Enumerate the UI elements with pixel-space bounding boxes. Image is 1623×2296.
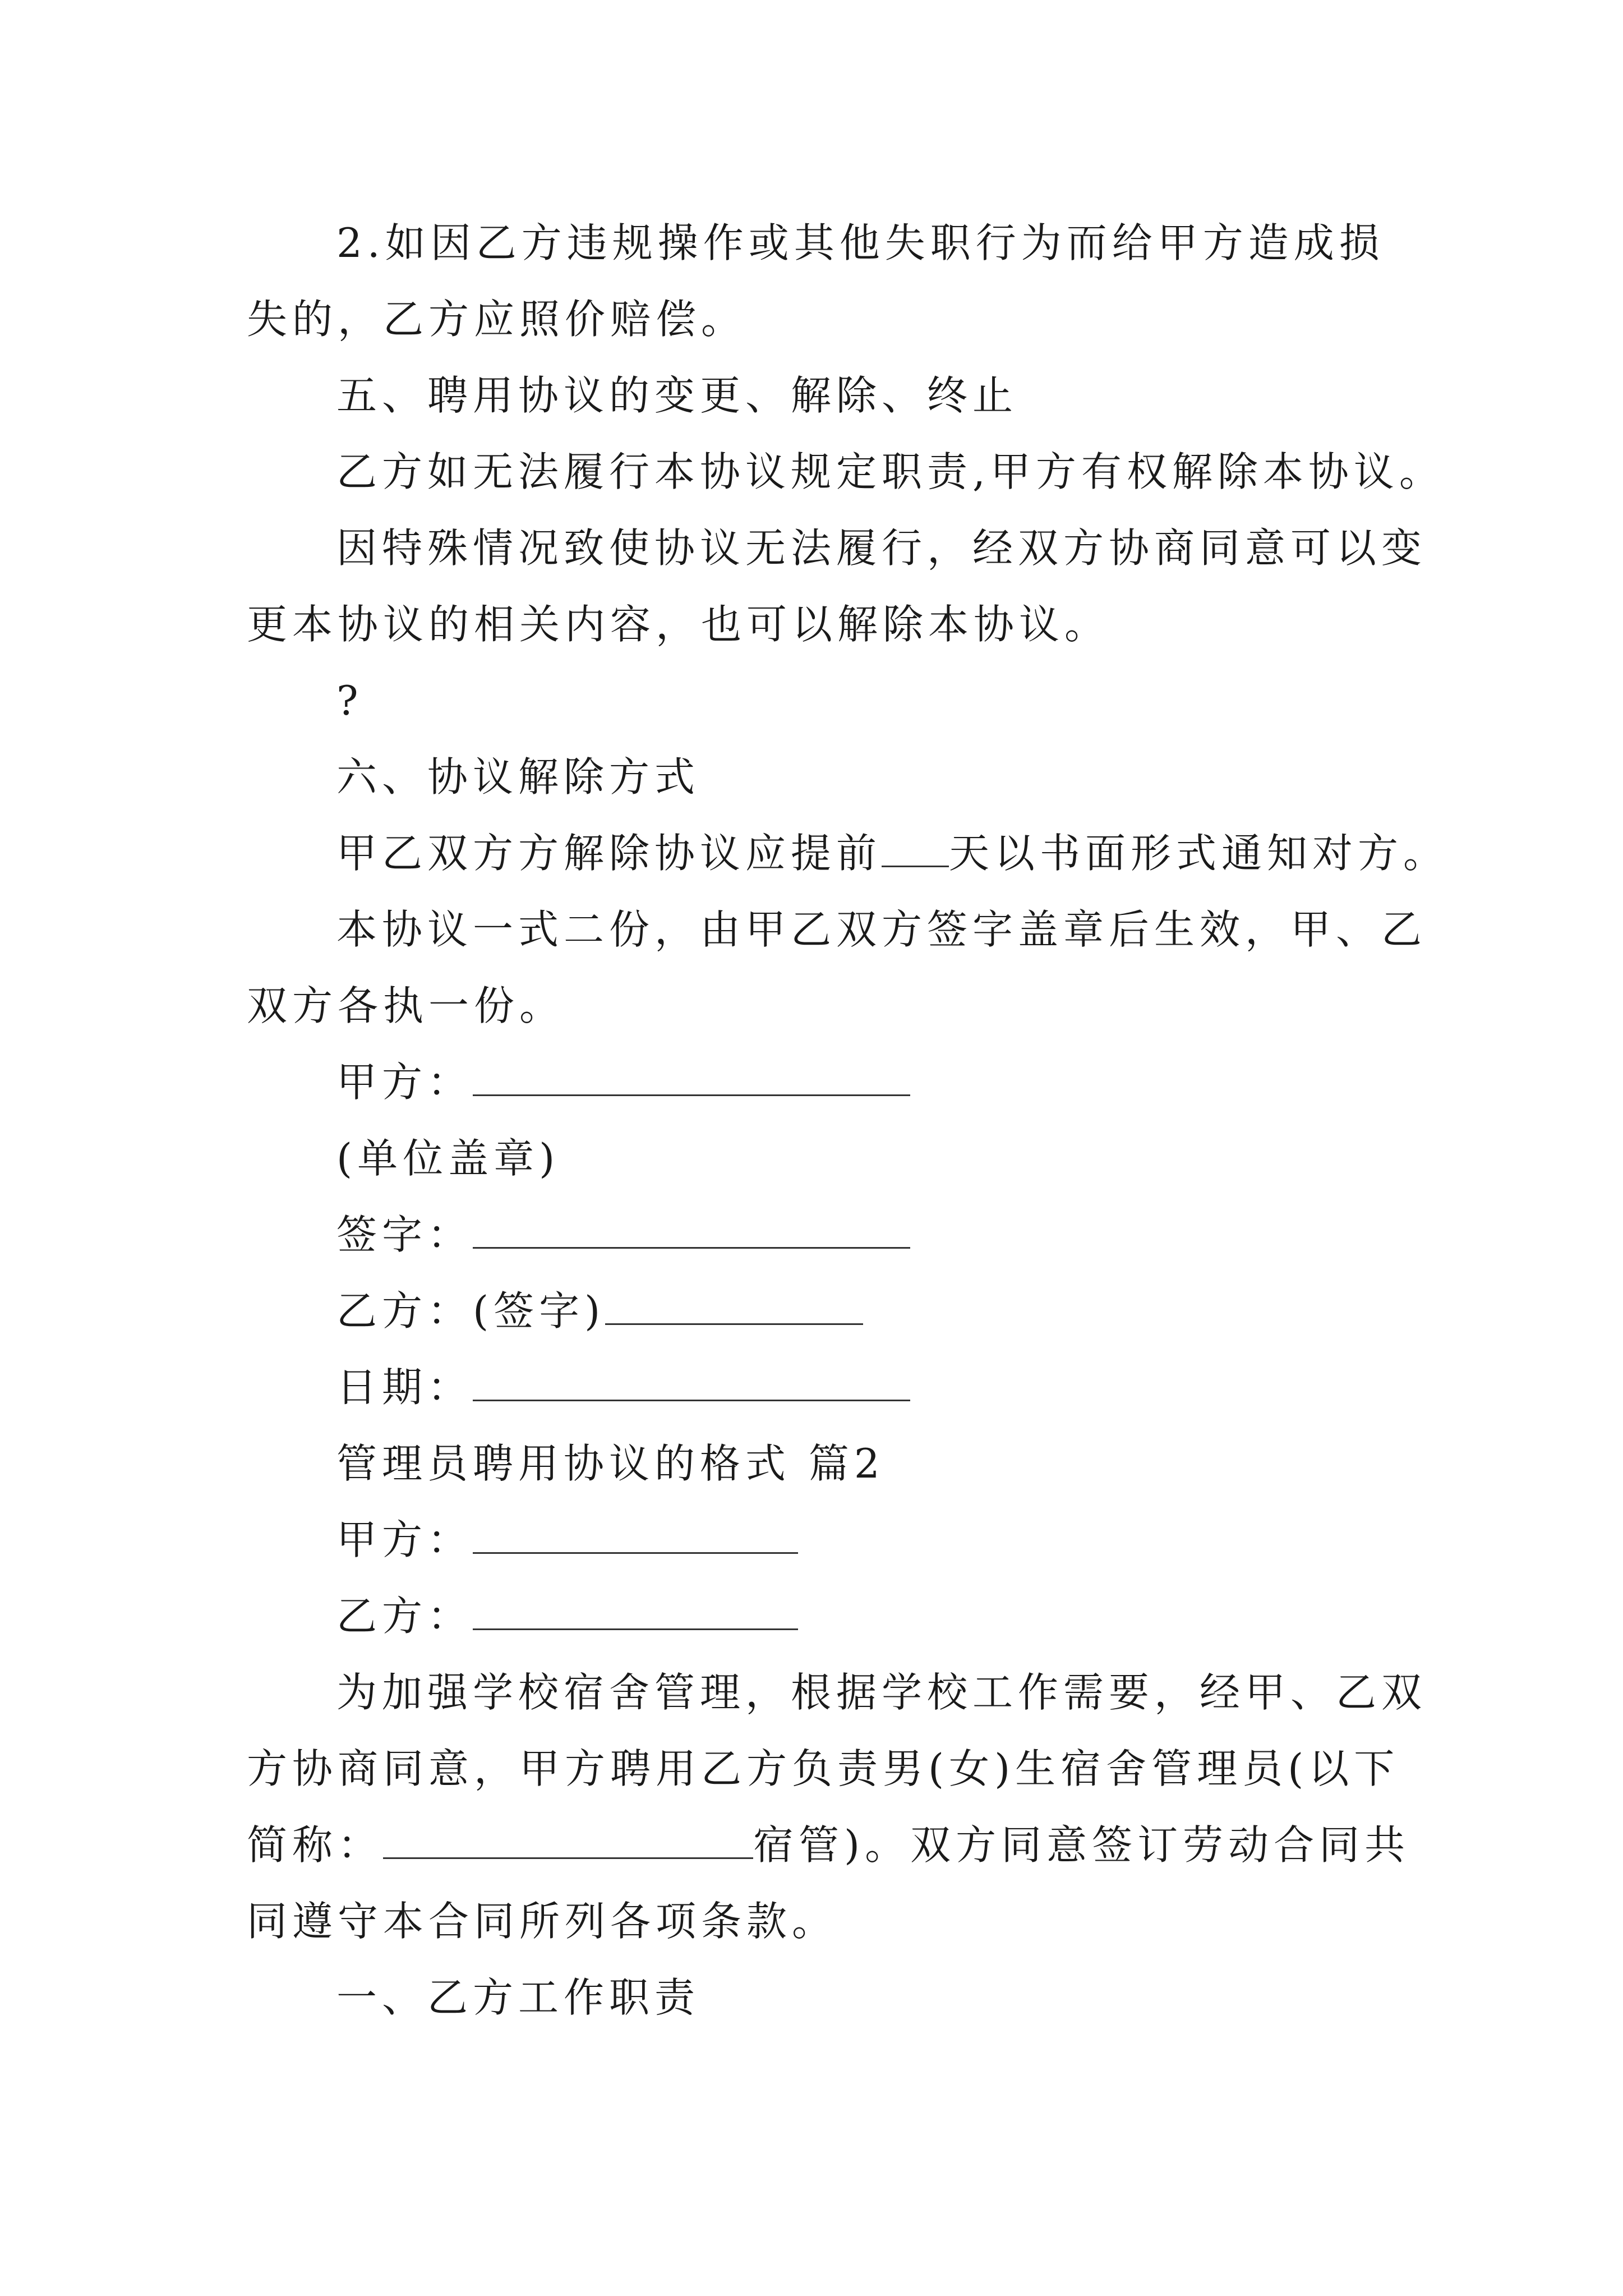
paragraph-line [247,1820,1410,1870]
abbreviation-text: 宿管)。双方同意签订劳动合同共 [753,1821,1410,1869]
signature-blank[interactable] [473,1212,910,1249]
notice-text-start: 甲乙双方方解除协议应提前 [336,830,882,877]
paragraph-line: 本协议一式二份，由甲乙双方签字盖章后生效，甲、乙 [336,906,1427,953]
paragraph-line: 更本协议的相关内容，也可以解除本协议。 [247,601,1110,648]
date-label: 日期： [336,1364,473,1411]
party-b-signature-line [336,1286,863,1336]
party-a-signature-line [336,1057,910,1107]
signature-label: 签字： [336,1211,473,1258]
paragraph-line: 双方各执一份。 [247,982,565,1029]
paragraph-line [336,828,1449,878]
party-b-label-2: 乙方： [336,1593,473,1640]
paragraph-line: ? [336,677,363,724]
paragraph-line: 因特殊情况致使协议无法履行，经双方协商同意可以变 [336,524,1427,572]
section-heading: 五、聘用协议的变更、解除、终止 [336,372,1018,419]
date-blank[interactable] [473,1365,910,1401]
days-blank[interactable] [882,831,949,867]
party-a-blank[interactable] [473,1060,910,1096]
notice-text-end: 天以书面形式通知对方。 [949,830,1449,877]
party-a-label-2: 甲方： [336,1516,473,1563]
section-title: 管理员聘用协议的格式 篇2 [336,1440,885,1487]
paragraph-line: 为加强学校宿舍管理，根据学校工作需要，经甲、乙双 [336,1669,1427,1716]
paragraph-line: 乙方如无法履行本协议规定职责,甲方有权解除本协议。 [336,448,1445,495]
paragraph-line: 2.如因乙方违规操作或其他失职行为而给甲方造成损 [336,219,1385,266]
signature-line [336,1209,910,1260]
party-b-line [336,1591,798,1641]
paragraph-line: 失的，乙方应照价赔偿。 [247,296,747,343]
section-heading: 一、乙方工作职责 [336,1974,700,2021]
party-b-blank[interactable] [605,1289,863,1325]
party-a-line [336,1515,798,1565]
date-line [336,1362,910,1412]
paragraph-line: 方协商同意，甲方聘用乙方负责男(女)生宿舍管理员(以下 [247,1745,1400,1792]
abbreviation-label: 简称： [247,1821,384,1869]
abbreviation-blank[interactable] [383,1823,753,1859]
party-a-blank-2[interactable] [473,1517,798,1554]
seal-note: (单位盖章) [336,1135,560,1182]
paragraph-line: 同遵守本合同所列各项条款。 [247,1898,838,1945]
party-b-label: 乙方：(签字) [336,1287,606,1335]
party-a-label: 甲方： [336,1059,473,1106]
section-heading: 六、协议解除方式 [336,753,700,800]
party-b-blank-2[interactable] [473,1594,798,1630]
